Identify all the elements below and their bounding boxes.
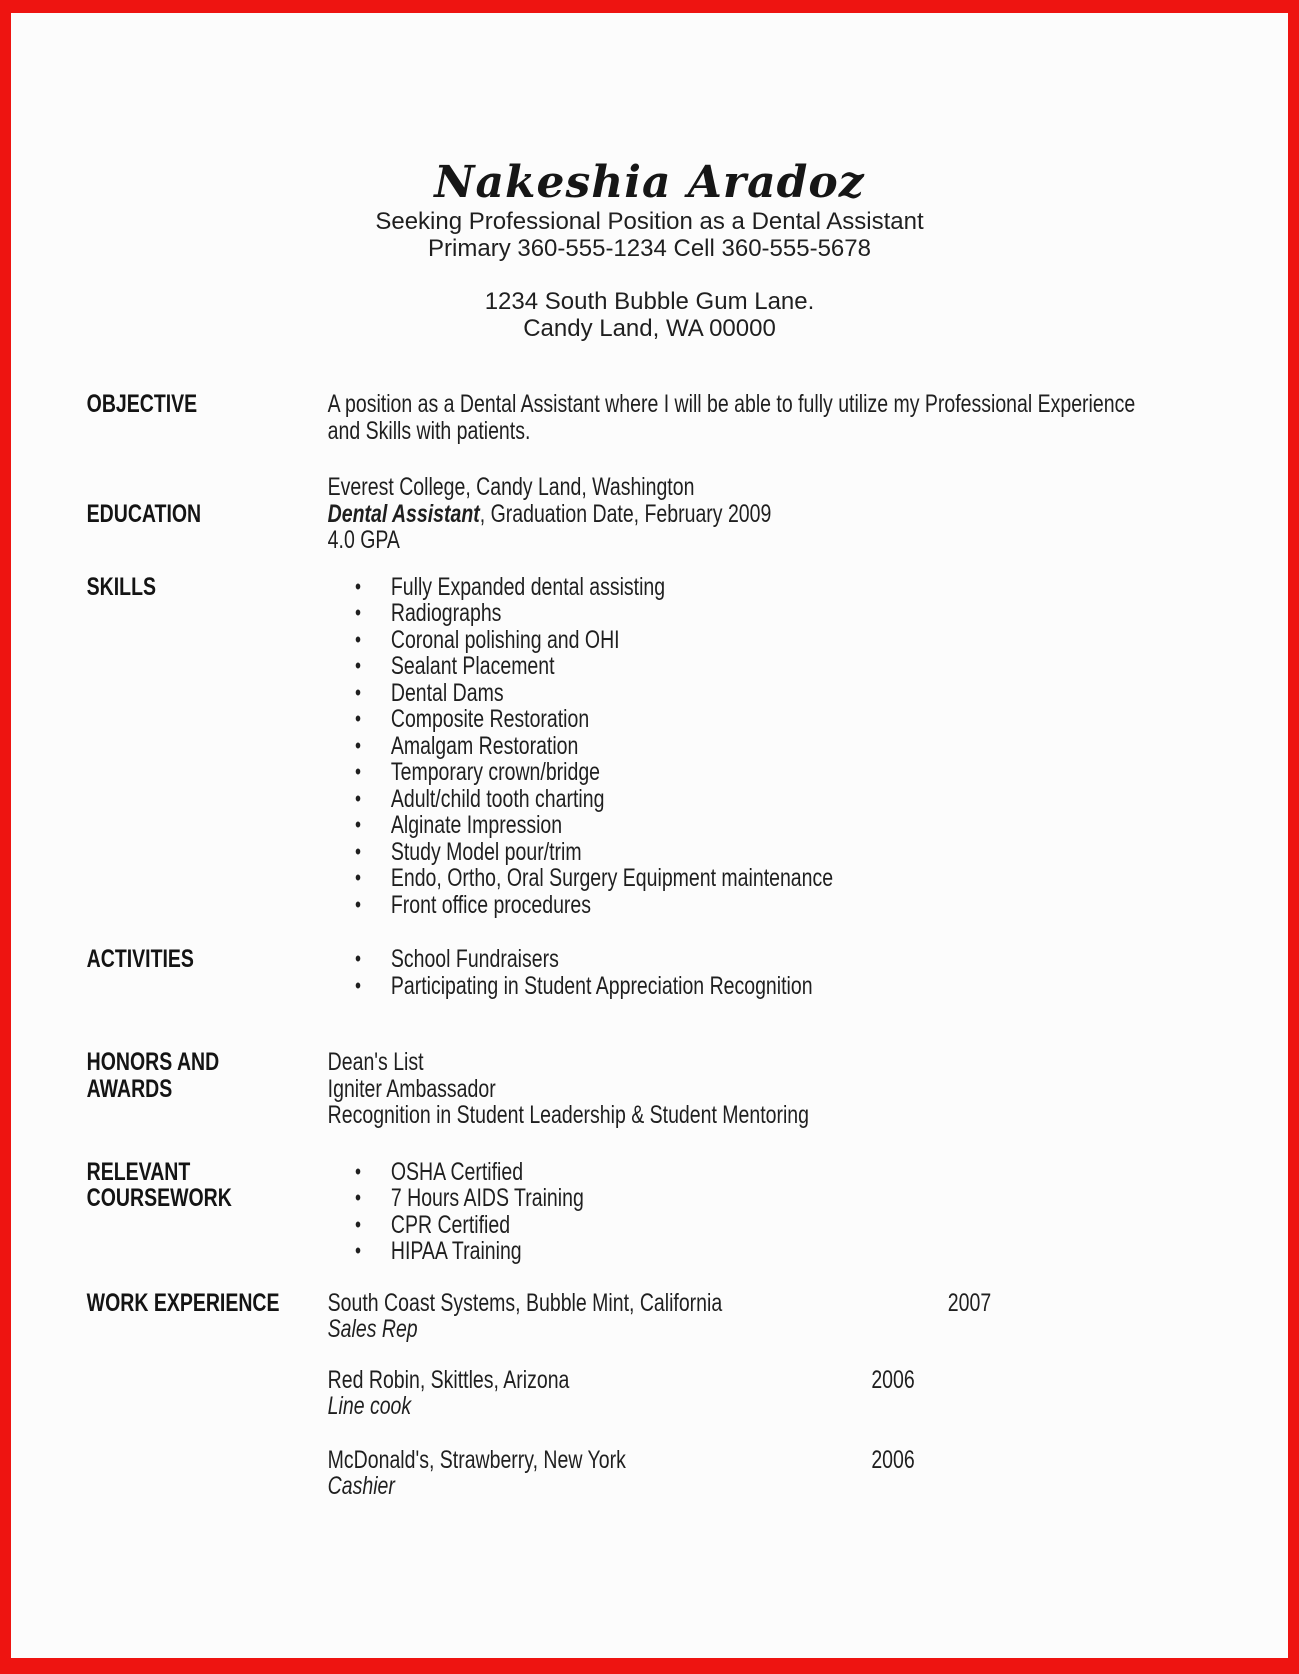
bullet-icon: • <box>354 946 361 971</box>
skill-label: Radiographs <box>390 599 502 627</box>
section-objective <box>87 391 1283 444</box>
skill-item <box>328 812 1283 839</box>
coursework-list <box>328 1159 1283 1265</box>
skill-label: Alginate Impression <box>390 811 563 839</box>
coursework-label <box>87 1159 328 1265</box>
honors-label-line2: AWARDS <box>86 1074 173 1103</box>
bullet-icon: • <box>354 573 361 599</box>
coursework-item <box>328 1212 1283 1239</box>
job-company: Red Robin, Skittles, Arizona <box>327 1365 570 1394</box>
education-school-line: Everest College, Candy Land, Washington <box>327 473 695 501</box>
skill-item <box>328 759 1283 786</box>
skills-list <box>328 574 1283 919</box>
education-program-line <box>328 501 1283 528</box>
job-header <box>328 1447 1283 1474</box>
activities-label: ACTIVITIES <box>86 945 194 973</box>
skill-label: Endo, Ortho, Oral Surgery Equipment maintenance <box>390 864 834 892</box>
bullet-icon: • <box>354 759 361 784</box>
resume-tagline: Seeking Professional Position as a Dental Assistant <box>375 208 924 235</box>
skill-item <box>328 653 1283 680</box>
section-coursework <box>87 1159 1283 1265</box>
section-skills <box>87 574 1283 919</box>
coursework-label-line2: COURSEWORK <box>86 1184 232 1212</box>
skill-item <box>328 600 1283 627</box>
honors-label <box>87 1049 328 1129</box>
education-gpa: 4.0 GPA <box>327 526 400 554</box>
section-honors <box>87 1049 1283 1129</box>
skill-label: Sealant Placement <box>390 652 555 680</box>
skill-label: Temporary crown/bridge <box>390 758 601 786</box>
bullet-icon: • <box>354 732 361 758</box>
objective-label: OBJECTIVE <box>86 390 198 418</box>
activity-label: Participating in Student Appreciation Recognition <box>390 971 813 1000</box>
bullet-icon: • <box>354 1238 361 1263</box>
address-block <box>11 289 1288 342</box>
job-year: 2007 <box>947 1288 992 1317</box>
address-line-2: Candy Land, WA 00000 <box>523 314 776 342</box>
activities-list <box>328 946 1283 999</box>
section-activities <box>87 946 1283 999</box>
coursework-item <box>328 1159 1283 1186</box>
job-company: South Coast Systems, Bubble Mint, California <box>327 1288 723 1317</box>
job-entry <box>328 1290 1283 1343</box>
bullet-icon: • <box>354 838 361 864</box>
resume-sections <box>11 391 1282 1500</box>
job-year: 2006 <box>871 1445 915 1474</box>
education-label: EDUCATION <box>86 500 202 528</box>
job-entry <box>328 1367 1283 1420</box>
coursework-label-text: CPR Certified <box>390 1210 511 1239</box>
bullet-icon: • <box>354 1185 361 1210</box>
honors-line: Igniter Ambassador <box>327 1074 496 1103</box>
skill-item <box>328 786 1283 813</box>
bullet-icon: • <box>354 785 361 811</box>
education-label-cell <box>87 474 328 554</box>
section-education <box>87 474 1283 554</box>
education-program: Dental Assistant <box>327 499 480 528</box>
resume-header <box>11 13 1288 342</box>
address-line-1: 1234 South Bubble Gum Lane. <box>484 288 815 315</box>
coursework-label-text: 7 Hours AIDS Training <box>390 1184 584 1212</box>
bullet-icon: • <box>354 812 361 837</box>
skill-item <box>328 627 1283 654</box>
skill-label: Coronal polishing and OHI <box>390 625 620 654</box>
skill-label: Fully Expanded dental assisting <box>390 572 666 601</box>
section-work <box>87 1290 1283 1500</box>
skill-item <box>328 839 1283 866</box>
skill-label: Study Model pour/trim <box>390 837 582 866</box>
job-title: Cashier <box>327 1472 395 1500</box>
coursework-label-text: HIPAA Training <box>390 1237 522 1265</box>
skill-label: Adult/child tooth charting <box>390 784 605 813</box>
resume-name: Nakeshia Aradoz <box>434 157 865 208</box>
phone-line: Primary 360-555-1234 Cell 360-555-5678 <box>428 234 871 262</box>
honors-content <box>328 1049 1283 1129</box>
bullet-icon: • <box>354 972 361 998</box>
education-content <box>328 474 1283 554</box>
skill-item <box>328 574 1283 601</box>
education-program-details: , Graduation Date, February 2009 <box>479 499 772 528</box>
bullet-icon: • <box>354 865 361 890</box>
skill-item <box>328 865 1283 892</box>
bullet-icon: • <box>354 891 361 917</box>
activity-label: School Fundraisers <box>390 945 559 973</box>
job-header <box>328 1290 1283 1317</box>
objective-text: A position as a Dental Assistant where I will be able to fully utilize my Professional Experience and Skills with patients. <box>327 390 1136 445</box>
work-content <box>328 1290 1283 1500</box>
job-year: 2006 <box>871 1365 915 1394</box>
skill-label: Amalgam Restoration <box>390 731 579 760</box>
job-entry <box>328 1447 1283 1500</box>
job-title: Line cook <box>327 1392 412 1420</box>
job-header <box>328 1367 1283 1394</box>
job-title: Sales Rep <box>327 1315 418 1343</box>
bullet-icon: • <box>354 653 361 678</box>
honors-line: Dean's List <box>327 1048 424 1076</box>
job-company: McDonald's, Strawberry, New York <box>327 1445 626 1474</box>
bullet-icon: • <box>354 706 361 731</box>
bullet-icon: • <box>354 679 361 705</box>
coursework-item <box>328 1238 1283 1265</box>
bullet-icon: • <box>354 600 361 625</box>
bullet-icon: • <box>354 1211 361 1237</box>
coursework-item <box>328 1185 1283 1212</box>
work-label: WORK EXPERIENCE <box>86 1288 280 1317</box>
honors-line: Recognition in Student Leadership & Student Mentoring <box>327 1101 810 1129</box>
activity-item <box>328 946 1283 973</box>
skill-label: Dental Dams <box>390 678 504 707</box>
skill-item <box>328 680 1283 707</box>
skills-label: SKILLS <box>86 572 157 601</box>
skill-item <box>328 706 1283 733</box>
bullet-icon: • <box>354 1158 361 1184</box>
skill-label: Composite Restoration <box>390 705 590 733</box>
activity-item <box>328 973 1283 1000</box>
skill-item <box>328 892 1283 919</box>
skill-label: Front office procedures <box>390 890 592 919</box>
coursework-label-line1: RELEVANT <box>86 1157 191 1186</box>
coursework-label-text: OSHA Certified <box>390 1157 524 1186</box>
honors-label-line1: HONORS AND <box>86 1048 220 1076</box>
bullet-icon: • <box>354 626 361 652</box>
skill-item <box>328 733 1283 760</box>
